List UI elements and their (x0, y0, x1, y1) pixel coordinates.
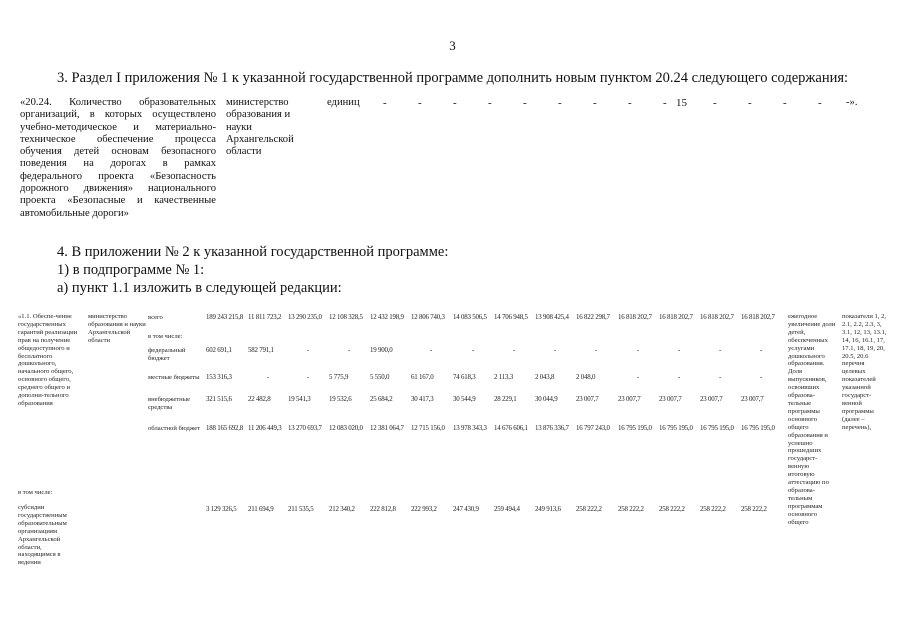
funding-value-cell: 321 515,6 (206, 396, 232, 403)
funding-value-cell: 16 822 298,7 (576, 314, 610, 321)
funding-value-cell: 13 290 235,0 (288, 314, 322, 321)
value-cell: - (418, 97, 422, 109)
funding-value-cell: 28 229,1 (494, 396, 517, 403)
value-cell: - (558, 97, 562, 109)
funding-value-cell: 16 818 202,7 (659, 314, 693, 321)
funding-value-cell: 14 676 606,1 (494, 425, 528, 432)
funding-value-cell: - (471, 347, 475, 354)
funding-value-cell: 16 818 202,7 (700, 314, 734, 321)
funding-value-cell: - (553, 347, 557, 354)
funding-value-cell: 13 876 336,7 (535, 425, 569, 432)
value-cell: - (488, 97, 492, 109)
value-cell: - (523, 97, 527, 109)
value-cell: - (783, 97, 787, 109)
funding-value-cell: - (718, 374, 722, 381)
funding-value-cell: - (594, 347, 598, 354)
unit-cell: единиц (327, 97, 360, 108)
funding-value-cell: - (636, 374, 640, 381)
funding-value-cell: 16 795 195,0 (741, 425, 775, 432)
funding-value-cell: - (306, 374, 310, 381)
value-cell: - (453, 97, 457, 109)
funding-value-cell: 5 550,0 (370, 374, 390, 381)
funding-value-cell: 25 684,2 (370, 396, 393, 403)
value-cell: - (593, 97, 597, 109)
funding-value-cell: 153 316,3 (206, 374, 232, 381)
funding-value-cell: 23 007,7 (741, 396, 764, 403)
item-4-heading: 4. В приложении № 2 к указанной государственной программе: (57, 244, 449, 260)
funding-value-cell: 258 222,2 (659, 506, 685, 513)
funding-value-cell: 247 430,9 (453, 506, 479, 513)
funding-value-cell: 2 113,3 (494, 374, 514, 381)
funding-value-cell: 16 795 195,0 (659, 425, 693, 432)
value-cell: - (748, 97, 752, 109)
funding-value-cell: 16 818 202,7 (741, 314, 775, 321)
funding-value-cell: - (266, 374, 270, 381)
funding-value-cell: 602 691,1 (206, 347, 232, 354)
funding-value-cell: 211 694,9 (248, 506, 274, 513)
indicators-cell: показатели 1, 2, 2.1, 2.2, 2.3, 3, 3.1, 12, 13, 13.1, 14, 16, 16.1, 17, 17.1, 18, 19, 20, 20.5, 20.6 перечня целевых показателей указанной государст-венной программы (далее – перечень), (842, 313, 887, 431)
item-3-heading: 3. Раздел I приложения № 1 к указанной государственной программе дополнить новым пунктом 20.24 следующего содержания: (57, 70, 849, 86)
value-cell: - (383, 97, 387, 109)
funding-value-cell: 258 222,2 (618, 506, 644, 513)
funding-value-cell: 19 541,3 (288, 396, 311, 403)
funding-value-cell: 12 083 020,0 (329, 425, 363, 432)
funding-value-cell: 30 544,9 (453, 396, 476, 403)
funding-source-label: областной бюджет (148, 425, 201, 432)
funding-value-cell: 258 222,2 (700, 506, 726, 513)
subitem-a-heading: а) пункт 1.1 изложить в следующей редакции: (57, 280, 342, 296)
funding-value-cell: 3 129 326,5 (206, 506, 237, 513)
funding-value-cell: - (677, 374, 681, 381)
funding-value-cell: 259 494,4 (494, 506, 520, 513)
funding-value-cell: - (306, 347, 310, 354)
subitem-1-heading: 1) в подпрограмме № 1: (57, 262, 205, 278)
funding-source-label: внебюджетные средства (148, 396, 191, 411)
funding-value-cell: 211 535,5 (288, 506, 314, 513)
funding-value-cell: 222 812,8 (370, 506, 396, 513)
value-cell: - (663, 97, 667, 109)
funding-source-label: местные бюджеты (148, 374, 200, 381)
funding-value-cell: 13 908 425,4 (535, 314, 569, 321)
funding-value-cell: 16 795 195,0 (618, 425, 652, 432)
funding-value-cell: 249 913,6 (535, 506, 561, 513)
funding-value-cell: 16 797 243,0 (576, 425, 610, 432)
funding-value-cell: 212 340,2 (329, 506, 355, 513)
funding-value-cell: 189 243 215,8 (206, 314, 244, 321)
funding-value-cell: 582 791,1 (248, 347, 274, 354)
funding-value-cell: 74 618,3 (453, 374, 476, 381)
funding-value-cell: 12 715 156,0 (411, 425, 445, 432)
funding-value-cell: 12 806 740,3 (411, 314, 445, 321)
funding-value-cell: - (759, 347, 763, 354)
funding-value-cell: 13 978 343,3 (453, 425, 487, 432)
funding-value-cell: 12 381 064,7 (370, 425, 404, 432)
funding-value-cell: 258 222,2 (576, 506, 602, 513)
activity-including-label: в том числе: (18, 489, 53, 496)
funding-source-label: в том числе: (148, 333, 183, 340)
value-cell: - (628, 97, 632, 109)
subsidy-cell: субсидии государственным образовательным организациям Архангельской области, находящимся в ведении (18, 504, 67, 567)
funding-value-cell: 258 222,2 (741, 506, 767, 513)
activity-cell: «1.1. Обеспе-чение государственных гарантий реализации прав на получение общедоступного и бесплатного дошкольного, начального общего, основного общего, среднего общего и дополни-тельного образования (18, 313, 78, 407)
funding-value-cell: 13 270 693,7 (288, 425, 322, 432)
funding-value-cell: 23 007,7 (700, 396, 723, 403)
funding-value-cell: 11 811 723,2 (248, 314, 282, 321)
value-cell: - (713, 97, 717, 109)
funding-value-cell: - (677, 347, 681, 354)
funding-source-label: федеральный бюджет (148, 347, 186, 362)
result-cell: ежегодное увеличение доли детей, обеспеченных услугами дошкольного образования. Доля выпускников, освоивших образова-тельные программы основного общего образования и успешно прошедших государст-венную итоговую аттестацию по образова-тельным программам основного общего (788, 313, 836, 526)
funding-value-cell: 2 048,0 (576, 374, 596, 381)
funding-value-cell: 19 900,0 (370, 347, 393, 354)
closing-cell: -». (846, 97, 858, 108)
executor-cell: министерство образования и науки Архангельской области (88, 313, 146, 344)
funding-value-cell: 11 206 449,3 (248, 425, 282, 432)
value-cell: - (818, 97, 822, 109)
value-cell: 15 (676, 97, 687, 109)
funding-value-cell: 23 007,7 (618, 396, 641, 403)
funding-value-cell: 188 165 692,8 (206, 425, 244, 432)
funding-value-cell: 16 795 195,0 (700, 425, 734, 432)
funding-value-cell: 2 043,8 (535, 374, 555, 381)
funding-value-cell: 22 482,8 (248, 396, 271, 403)
funding-value-cell: 14 083 506,5 (453, 314, 487, 321)
funding-value-cell: - (429, 347, 433, 354)
funding-value-cell: 30 417,3 (411, 396, 434, 403)
funding-value-cell: 5 775,9 (329, 374, 349, 381)
funding-value-cell: - (636, 347, 640, 354)
funding-value-cell: 23 007,7 (576, 396, 599, 403)
funding-value-cell: 30 044,9 (535, 396, 558, 403)
funding-value-cell: 12 432 198,9 (370, 314, 404, 321)
funding-value-cell: 14 706 948,5 (494, 314, 528, 321)
funding-value-cell: 16 818 202,7 (618, 314, 652, 321)
funding-value-cell: - (759, 374, 763, 381)
funding-source-label: всего (148, 314, 163, 321)
funding-value-cell: - (718, 347, 722, 354)
executor-cell: министерство образования и науки Архангельской области (226, 97, 294, 158)
funding-value-cell: 61 167,0 (411, 374, 434, 381)
funding-value-cell: - (347, 347, 351, 354)
funding-value-cell: 19 532,6 (329, 396, 352, 403)
page-number: 3 (449, 38, 456, 53)
funding-value-cell: 12 108 328,5 (329, 314, 363, 321)
indicator-cell: «20.24. Количество образовательных организаций, в которых осуществлено учебно-методическое и материально-техническое обеспечение процесса обучения детей основам безопасного поведения на дорогах в рамках федерального проекта «Безопасность дорожного движения» национального проекта «Безопасные и качественные автомобильные дороги» (20, 97, 216, 219)
funding-value-cell: 23 007,7 (659, 396, 682, 403)
funding-value-cell: - (512, 347, 516, 354)
funding-value-cell: 222 993,2 (411, 506, 437, 513)
